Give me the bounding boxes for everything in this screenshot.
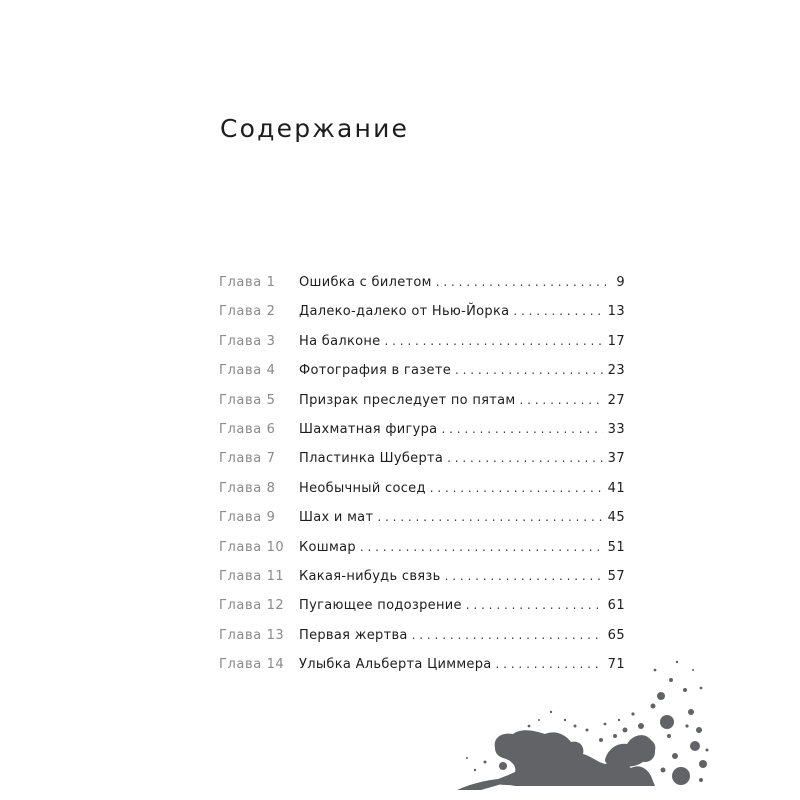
chapter-number: Глава 14 <box>219 657 285 673</box>
dot-leader <box>445 569 603 583</box>
table-of-contents <box>219 275 625 686</box>
dot-leader <box>384 334 602 348</box>
toc-entry <box>219 481 625 510</box>
page-number: 45 <box>607 510 625 526</box>
toc-entry <box>219 363 625 392</box>
chapter-number: Глава 12 <box>219 598 285 614</box>
chapter-title: Шахматная фигура <box>299 421 438 437</box>
page-number: 9 <box>616 275 625 290</box>
chapter-number: Глава 6 <box>219 421 276 437</box>
page-number: 61 <box>607 598 625 614</box>
page-number: 41 <box>607 480 625 496</box>
chapter-number: Глава 5 <box>219 392 276 408</box>
chapter-title: Фотография в газете <box>299 363 452 379</box>
toc-entry <box>219 540 625 569</box>
toc-entry <box>219 510 625 539</box>
dot-leader <box>430 481 603 495</box>
chapter-title: Далеко-далеко от Нью-Йорка <box>299 304 510 320</box>
dot-leader <box>441 422 602 436</box>
chapter-number: Глава 10 <box>219 539 285 555</box>
ink-splatter-icon <box>455 627 710 790</box>
dot-leader <box>455 363 603 377</box>
toc-entry <box>219 569 625 598</box>
dot-leader <box>447 451 602 465</box>
chapter-number: Глава 11 <box>219 568 285 584</box>
chapter-title: Призрак преследует по пятам <box>299 392 516 408</box>
chapter-number: Глава 3 <box>219 333 276 349</box>
chapter-number: Глава 9 <box>219 510 276 526</box>
toc-entry <box>219 334 625 363</box>
chapter-title: Пластинка Шуберта <box>299 451 444 467</box>
chapter-title: Шах и мат <box>299 510 374 526</box>
toc-entry <box>219 393 625 422</box>
toc-entry <box>219 451 625 480</box>
page-number: 71 <box>607 657 625 673</box>
chapter-title: Пугающее подозрение <box>299 598 462 614</box>
dot-leader <box>377 510 602 524</box>
page-number: 51 <box>607 539 625 555</box>
page-number: 33 <box>607 421 625 437</box>
toc-entry <box>219 422 625 451</box>
dot-leader <box>513 304 602 318</box>
dot-leader <box>436 275 606 289</box>
chapter-number: Глава 4 <box>219 363 276 379</box>
page-number: 23 <box>607 363 625 379</box>
dot-leader <box>466 598 603 612</box>
page-number: 27 <box>607 392 625 408</box>
chapter-number: Глава 13 <box>219 627 285 643</box>
page-number: 17 <box>607 333 625 349</box>
toc-entry <box>219 304 625 333</box>
chapter-number: Глава 1 <box>219 275 276 290</box>
chapter-title: Первая жертва <box>299 627 408 643</box>
chapter-title: Необычный сосед <box>299 480 426 496</box>
chapter-title: Улыбка Альберта Циммера <box>299 657 492 673</box>
toc-entry <box>219 598 625 627</box>
page-number: 13 <box>607 304 625 320</box>
chapter-title: Кошмар <box>299 539 356 555</box>
chapter-number: Глава 8 <box>219 480 276 496</box>
page-title: Содержание <box>220 114 410 143</box>
chapter-title: На балконе <box>299 333 381 349</box>
page-number: 57 <box>607 568 625 584</box>
toc-entry <box>219 275 625 304</box>
dot-leader <box>520 393 603 407</box>
chapter-number: Глава 2 <box>219 304 276 320</box>
chapter-number: Глава 7 <box>219 451 276 467</box>
dot-leader <box>360 540 603 554</box>
page-number: 37 <box>607 451 625 467</box>
page-number: 65 <box>607 627 625 643</box>
chapter-title: Ошибка с билетом <box>299 275 432 290</box>
chapter-title: Какая-нибудь связь <box>299 568 441 584</box>
